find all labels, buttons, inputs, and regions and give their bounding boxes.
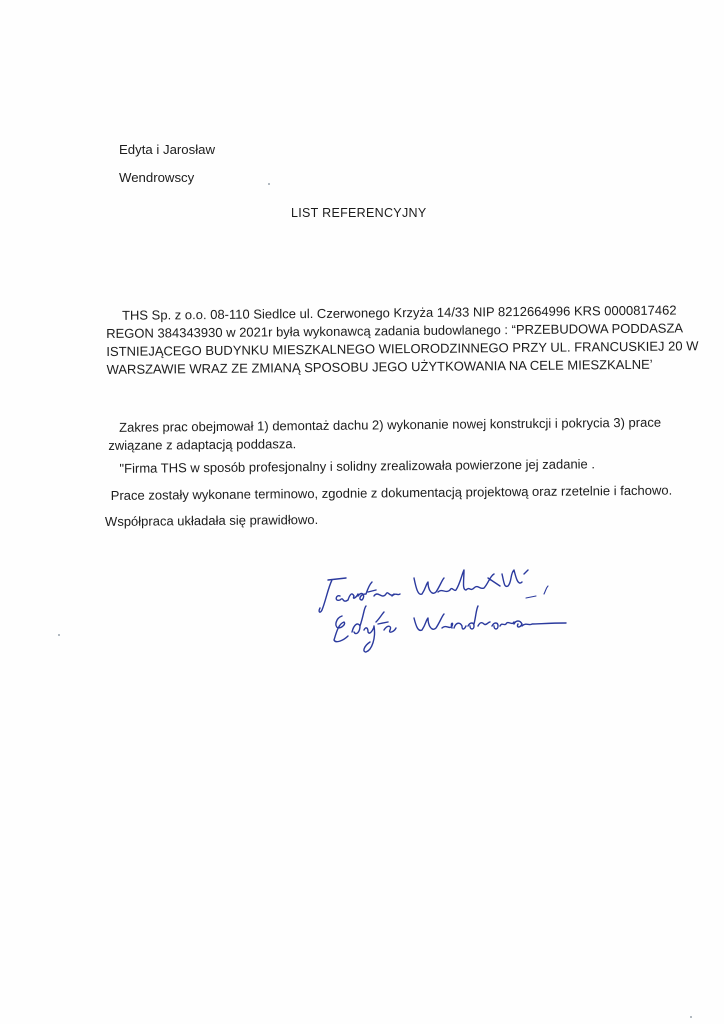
scan-speck bbox=[58, 634, 60, 636]
document-title: LIST REFERENCYJNY bbox=[291, 206, 427, 220]
paragraph-line: Prace zostały wykonane terminowo, zgodnie z dokumentacją projektową oraz rzetelnie i fachowo. bbox=[110, 482, 673, 503]
paragraph-line: "Firma THS w sposób profesjonalny i solidny zrealizowała powierzone jej zadanie . bbox=[119, 456, 596, 476]
signature-line-2 bbox=[334, 606, 566, 652]
paragraph-line: ISTNIEJĄCEGO BUDYNKU MIESZKALNEGO WIELORODZINNEGO PRZY UL. FRANCUSKIEJ 20 W bbox=[106, 338, 699, 359]
paragraph-line: THS Sp. z o.o. 08-110 Siedlce ul. Czerwonego Krzyża 14/33 NIP 8212664996 KRS 0000817462 bbox=[121, 302, 677, 323]
paragraph-line: REGON 384343930 w 2021r była wykonawcą zadania budowlanego : “PRZEBUDOWA PODDASZA bbox=[106, 320, 684, 341]
paragraph-line: Współpraca układała się prawidłowo. bbox=[104, 511, 319, 530]
handwritten-signature bbox=[318, 566, 578, 656]
sender-name-line2: Wendrowscy bbox=[119, 170, 195, 185]
scan-speck bbox=[690, 1016, 692, 1018]
sender-name-line1: Edyta i Jarosław bbox=[119, 142, 216, 157]
paragraph-line: WARSZAWIE WRAZ ZE ZMIANĄ SPOSOBU JEGO UŻYTKOWANIA NA CELE MIESZKALNE’ bbox=[106, 356, 653, 377]
scan-speck bbox=[268, 183, 270, 185]
paragraph-line: związane z adaptacją poddasza. bbox=[108, 436, 297, 453]
paragraph-line: Zakres prac obejmował 1) demontaż dachu 2) wykonanie nowej konstrukcji i pokrycia 3) prace bbox=[119, 414, 662, 435]
signature-line-1 bbox=[319, 570, 528, 612]
